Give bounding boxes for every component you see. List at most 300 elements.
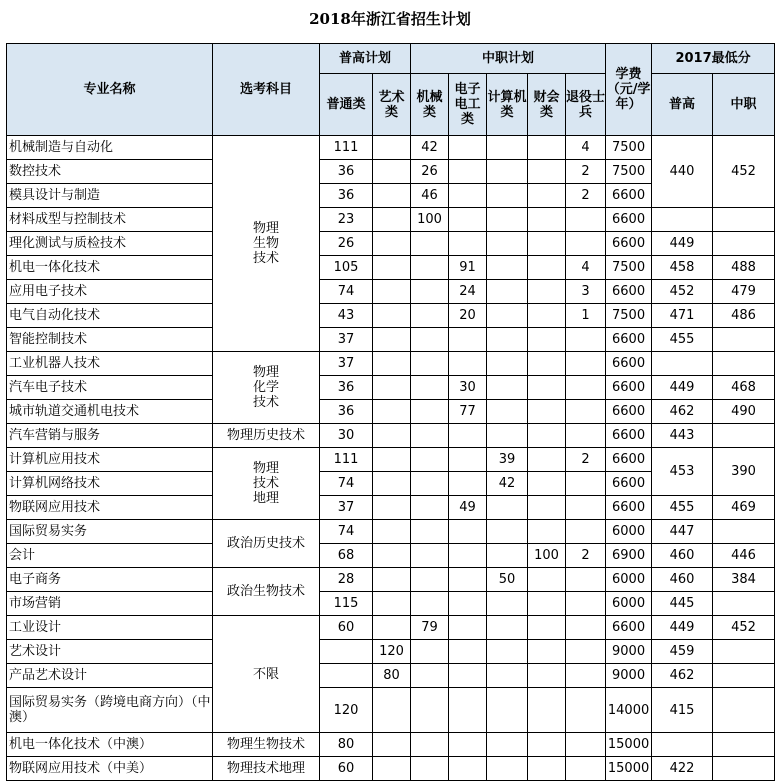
cell-pg: 37 (320, 328, 373, 352)
cell-fin (528, 640, 566, 664)
table-row (7, 592, 775, 616)
major-name: 机电一体化技术（中澳） (7, 733, 213, 757)
cell-art (373, 496, 411, 520)
cell-fin (528, 664, 566, 688)
cell-pg: 105 (320, 256, 373, 280)
cell-vet: 1 (566, 304, 606, 328)
cell-fin: 100 (528, 544, 566, 568)
cell-fee: 14000 (606, 688, 652, 733)
cell-mech (411, 688, 449, 733)
cell-vet (566, 568, 606, 592)
cell-elec: 20 (449, 304, 487, 328)
cell-pg: 37 (320, 352, 373, 376)
cell-min-zz: 452 (713, 136, 775, 208)
cell-vet (566, 472, 606, 496)
cell-vet (566, 520, 606, 544)
subject-item: 化学 (252, 380, 279, 395)
cell-fee: 15000 (606, 733, 652, 757)
cell-art (373, 232, 411, 256)
cell-mech: 79 (411, 616, 449, 640)
major-name: 机械制造与自动化 (7, 136, 213, 160)
cell-min-zz (713, 640, 775, 664)
cell-fin (528, 352, 566, 376)
cell-min-pg: 462 (652, 664, 713, 688)
cell-art (373, 256, 411, 280)
cell-fin (528, 376, 566, 400)
cell-min-zz (713, 424, 775, 448)
cell-fee: 7500 (606, 160, 652, 184)
cell-min-zz: 486 (713, 304, 775, 328)
cell-fin (528, 616, 566, 640)
cell-mech (411, 664, 449, 688)
major-name: 智能控制技术 (7, 328, 213, 352)
cell-pg: 60 (320, 616, 373, 640)
cell-fee: 6600 (606, 352, 652, 376)
cell-min-pg (652, 352, 713, 376)
cell-art (373, 472, 411, 496)
cell-pg: 74 (320, 472, 373, 496)
cell-elec (449, 757, 487, 781)
cell-elec: 77 (449, 400, 487, 424)
col-header-zz-elec: 电子电工类 (449, 74, 487, 136)
cell-fee: 9000 (606, 664, 652, 688)
cell-mech (411, 352, 449, 376)
cell-elec (449, 136, 487, 160)
cell-fee: 6600 (606, 424, 652, 448)
cell-mech (411, 757, 449, 781)
cell-fin (528, 592, 566, 616)
cell-pg: 111 (320, 136, 373, 160)
table-row (7, 520, 775, 544)
cell-fin (528, 757, 566, 781)
cell-mech (411, 400, 449, 424)
cell-pg: 36 (320, 160, 373, 184)
cell-mech (411, 424, 449, 448)
cell-elec (449, 568, 487, 592)
cell-fee: 7500 (606, 136, 652, 160)
cell-comp (487, 424, 528, 448)
major-name: 物联网应用技术 (7, 496, 213, 520)
table-row (7, 448, 775, 472)
cell-art (373, 733, 411, 757)
subject-item: 技术 (252, 251, 279, 266)
major-name: 国际贸易实务 (7, 520, 213, 544)
table-row (7, 400, 775, 424)
cell-comp (487, 544, 528, 568)
cell-pg: 111 (320, 448, 373, 472)
cell-min-pg: 422 (652, 757, 713, 781)
cell-fin (528, 400, 566, 424)
cell-comp (487, 208, 528, 232)
cell-fin (528, 136, 566, 160)
cell-elec: 24 (449, 280, 487, 304)
table-row (7, 757, 775, 781)
cell-art (373, 424, 411, 448)
subject-requirement (213, 352, 320, 424)
cell-art (373, 160, 411, 184)
cell-fin (528, 496, 566, 520)
cell-elec (449, 640, 487, 664)
col-header-min-zz: 中职 (713, 74, 775, 136)
cell-elec (449, 424, 487, 448)
cell-min-zz: 384 (713, 568, 775, 592)
cell-art (373, 757, 411, 781)
table-row (7, 280, 775, 304)
cell-comp (487, 733, 528, 757)
col-header-pg-art: 艺术类 (373, 74, 411, 136)
cell-elec (449, 688, 487, 733)
subject-requirement: 物理生物技术 (213, 733, 320, 757)
cell-min-zz: 490 (713, 400, 775, 424)
cell-min-zz (713, 352, 775, 376)
major-name: 模具设计与制造 (7, 184, 213, 208)
col-header-zz-vet: 退役士兵 (566, 74, 606, 136)
cell-min-pg: 458 (652, 256, 713, 280)
cell-art: 80 (373, 664, 411, 688)
cell-min-zz (713, 232, 775, 256)
subject-requirement (213, 136, 320, 352)
cell-elec (449, 448, 487, 472)
cell-mech (411, 520, 449, 544)
subject-item: 物理 (252, 461, 279, 476)
cell-min-pg: 443 (652, 424, 713, 448)
table-row (7, 352, 775, 376)
cell-fin (528, 424, 566, 448)
cell-comp (487, 496, 528, 520)
cell-fin (528, 448, 566, 472)
cell-comp (487, 376, 528, 400)
cell-elec (449, 184, 487, 208)
cell-art (373, 568, 411, 592)
cell-vet (566, 757, 606, 781)
cell-fee: 6600 (606, 448, 652, 472)
cell-art (373, 448, 411, 472)
cell-art (373, 136, 411, 160)
cell-fin (528, 208, 566, 232)
major-name: 材料成型与控制技术 (7, 208, 213, 232)
subject-item: 生物 (252, 236, 279, 251)
cell-elec (449, 664, 487, 688)
cell-min-zz (713, 592, 775, 616)
cell-fin (528, 328, 566, 352)
major-name: 物联网应用技术（中美） (7, 757, 213, 781)
table-row (7, 664, 775, 688)
cell-comp (487, 184, 528, 208)
cell-fee: 6600 (606, 472, 652, 496)
major-name: 数控技术 (7, 160, 213, 184)
page-title: 2018年浙江省招生计划 (309, 10, 471, 28)
cell-vet (566, 733, 606, 757)
cell-elec (449, 472, 487, 496)
cell-comp (487, 256, 528, 280)
cell-pg: 36 (320, 400, 373, 424)
cell-pg: 80 (320, 733, 373, 757)
cell-vet: 2 (566, 448, 606, 472)
table-row (7, 328, 775, 352)
cell-vet: 2 (566, 160, 606, 184)
cell-vet (566, 328, 606, 352)
cell-comp (487, 616, 528, 640)
cell-comp (487, 160, 528, 184)
cell-min-zz (713, 664, 775, 688)
cell-art (373, 400, 411, 424)
cell-art (373, 184, 411, 208)
cell-comp (487, 136, 528, 160)
cell-elec (449, 616, 487, 640)
cell-fee: 7500 (606, 256, 652, 280)
table-row (7, 544, 775, 568)
col-header-zz-fin: 财会类 (528, 74, 566, 136)
cell-min-pg: 460 (652, 568, 713, 592)
cell-vet: 2 (566, 184, 606, 208)
cell-elec (449, 352, 487, 376)
major-name: 电气自动化技术 (7, 304, 213, 328)
cell-art (373, 208, 411, 232)
cell-pg: 28 (320, 568, 373, 592)
cell-fin (528, 304, 566, 328)
cell-fin (528, 520, 566, 544)
cell-comp (487, 280, 528, 304)
cell-mech (411, 592, 449, 616)
cell-mech (411, 472, 449, 496)
cell-min-zz: 469 (713, 496, 775, 520)
cell-min-zz: 468 (713, 376, 775, 400)
cell-min-pg: 455 (652, 496, 713, 520)
cell-min-zz (713, 688, 775, 733)
cell-comp: 50 (487, 568, 528, 592)
cell-fee: 15000 (606, 757, 652, 781)
cell-comp (487, 400, 528, 424)
cell-min-pg: 455 (652, 328, 713, 352)
cell-min-zz: 488 (713, 256, 775, 280)
col-group-min-score: 2017最低分 (652, 44, 775, 74)
cell-fin (528, 472, 566, 496)
cell-fee: 6600 (606, 616, 652, 640)
cell-vet: 4 (566, 256, 606, 280)
subject-requirement: 政治历史技术 (213, 520, 320, 568)
col-header-fee: 学费（元/学年） (606, 44, 652, 136)
cell-vet (566, 616, 606, 640)
subject-requirement: 政治生物技术 (213, 568, 320, 616)
cell-art (373, 520, 411, 544)
cell-art (373, 352, 411, 376)
cell-min-pg: 440 (652, 136, 713, 208)
subject-requirement: 物理历史技术 (213, 424, 320, 448)
table-row (7, 232, 775, 256)
major-name: 市场营销 (7, 592, 213, 616)
cell-vet (566, 496, 606, 520)
major-name: 计算机网络技术 (7, 472, 213, 496)
cell-mech (411, 304, 449, 328)
cell-fin (528, 184, 566, 208)
cell-fee: 6600 (606, 184, 652, 208)
cell-min-pg: 449 (652, 232, 713, 256)
cell-min-pg: 453 (652, 448, 713, 496)
cell-vet (566, 376, 606, 400)
cell-vet (566, 208, 606, 232)
col-header-subjects: 选考科目 (213, 44, 320, 136)
cell-min-zz (713, 733, 775, 757)
cell-min-pg (652, 733, 713, 757)
cell-comp: 39 (487, 448, 528, 472)
col-header-zz-comp: 计算机类 (487, 74, 528, 136)
subject-requirement: 不限 (213, 616, 320, 733)
major-name: 电子商务 (7, 568, 213, 592)
cell-min-zz: 446 (713, 544, 775, 568)
cell-pg: 26 (320, 232, 373, 256)
cell-fin (528, 733, 566, 757)
col-group-zz-plan: 中职计划 (411, 44, 606, 74)
table-row (7, 376, 775, 400)
cell-comp (487, 664, 528, 688)
cell-fee: 6000 (606, 568, 652, 592)
cell-fee: 6600 (606, 328, 652, 352)
major-name: 产品艺术设计 (7, 664, 213, 688)
subject-item: 物理 (252, 221, 279, 236)
cell-comp (487, 232, 528, 256)
cell-pg: 74 (320, 280, 373, 304)
table-row (7, 256, 775, 280)
cell-mech: 46 (411, 184, 449, 208)
cell-mech (411, 733, 449, 757)
cell-vet (566, 592, 606, 616)
subject-requirement: 物理技术地理 (213, 757, 320, 781)
cell-vet (566, 232, 606, 256)
cell-mech (411, 448, 449, 472)
cell-min-zz (713, 208, 775, 232)
cell-fin (528, 160, 566, 184)
major-name: 工业机器人技术 (7, 352, 213, 376)
cell-fee: 7500 (606, 304, 652, 328)
cell-mech (411, 544, 449, 568)
cell-mech (411, 640, 449, 664)
cell-min-pg: 462 (652, 400, 713, 424)
cell-pg: 74 (320, 520, 373, 544)
cell-art (373, 616, 411, 640)
cell-min-pg: 445 (652, 592, 713, 616)
cell-elec: 30 (449, 376, 487, 400)
cell-pg: 36 (320, 376, 373, 400)
cell-min-pg: 459 (652, 640, 713, 664)
cell-elec: 91 (449, 256, 487, 280)
col-group-pg-plan: 普高计划 (320, 44, 411, 74)
cell-min-zz (713, 757, 775, 781)
cell-vet (566, 640, 606, 664)
enrollment-plan-table (6, 43, 775, 781)
cell-mech: 26 (411, 160, 449, 184)
cell-min-zz (713, 520, 775, 544)
major-name: 汽车电子技术 (7, 376, 213, 400)
cell-vet: 4 (566, 136, 606, 160)
cell-fin (528, 688, 566, 733)
table-row (7, 496, 775, 520)
table-row (7, 640, 775, 664)
cell-pg (320, 664, 373, 688)
cell-elec (449, 208, 487, 232)
cell-comp (487, 757, 528, 781)
cell-mech (411, 568, 449, 592)
cell-art (373, 592, 411, 616)
cell-elec (449, 520, 487, 544)
major-name: 计算机应用技术 (7, 448, 213, 472)
cell-min-pg: 460 (652, 544, 713, 568)
cell-min-zz (713, 328, 775, 352)
cell-fin (528, 568, 566, 592)
col-header-major: 专业名称 (7, 44, 213, 136)
cell-comp (487, 304, 528, 328)
cell-mech (411, 328, 449, 352)
subject-item: 技术 (252, 476, 279, 491)
major-name: 国际贸易实务（跨境电商方向）（中澳） (7, 688, 213, 733)
cell-pg: 30 (320, 424, 373, 448)
cell-pg: 43 (320, 304, 373, 328)
cell-art (373, 544, 411, 568)
cell-pg: 23 (320, 208, 373, 232)
cell-pg: 60 (320, 757, 373, 781)
major-name: 城市轨道交通机电技术 (7, 400, 213, 424)
cell-min-pg: 415 (652, 688, 713, 733)
table-row (7, 616, 775, 640)
cell-min-pg: 471 (652, 304, 713, 328)
cell-fin (528, 232, 566, 256)
cell-fee: 9000 (606, 640, 652, 664)
cell-comp (487, 640, 528, 664)
cell-mech (411, 256, 449, 280)
cell-mech (411, 496, 449, 520)
cell-fee: 6600 (606, 496, 652, 520)
cell-min-pg: 449 (652, 376, 713, 400)
table-row (7, 208, 775, 232)
cell-vet (566, 688, 606, 733)
cell-fee: 6600 (606, 376, 652, 400)
major-name: 理化测试与质检技术 (7, 232, 213, 256)
cell-fee: 6900 (606, 544, 652, 568)
cell-comp (487, 520, 528, 544)
table-row (7, 568, 775, 592)
cell-comp (487, 592, 528, 616)
cell-pg (320, 640, 373, 664)
cell-elec (449, 232, 487, 256)
table-row (7, 424, 775, 448)
cell-pg: 68 (320, 544, 373, 568)
cell-min-zz: 390 (713, 448, 775, 496)
cell-art (373, 376, 411, 400)
cell-fee: 6600 (606, 208, 652, 232)
cell-elec (449, 733, 487, 757)
cell-mech: 42 (411, 136, 449, 160)
cell-fin (528, 256, 566, 280)
table-row (7, 304, 775, 328)
cell-mech (411, 376, 449, 400)
major-name: 汽车营销与服务 (7, 424, 213, 448)
cell-comp (487, 688, 528, 733)
cell-comp: 42 (487, 472, 528, 496)
cell-fee: 6600 (606, 400, 652, 424)
cell-vet (566, 400, 606, 424)
cell-min-pg: 449 (652, 616, 713, 640)
cell-elec (449, 160, 487, 184)
cell-min-zz: 452 (713, 616, 775, 640)
subject-requirement (213, 448, 320, 520)
table-row (7, 733, 775, 757)
major-name: 应用电子技术 (7, 280, 213, 304)
major-name: 艺术设计 (7, 640, 213, 664)
cell-mech (411, 232, 449, 256)
cell-comp (487, 328, 528, 352)
cell-art (373, 688, 411, 733)
cell-art (373, 304, 411, 328)
cell-pg: 36 (320, 184, 373, 208)
